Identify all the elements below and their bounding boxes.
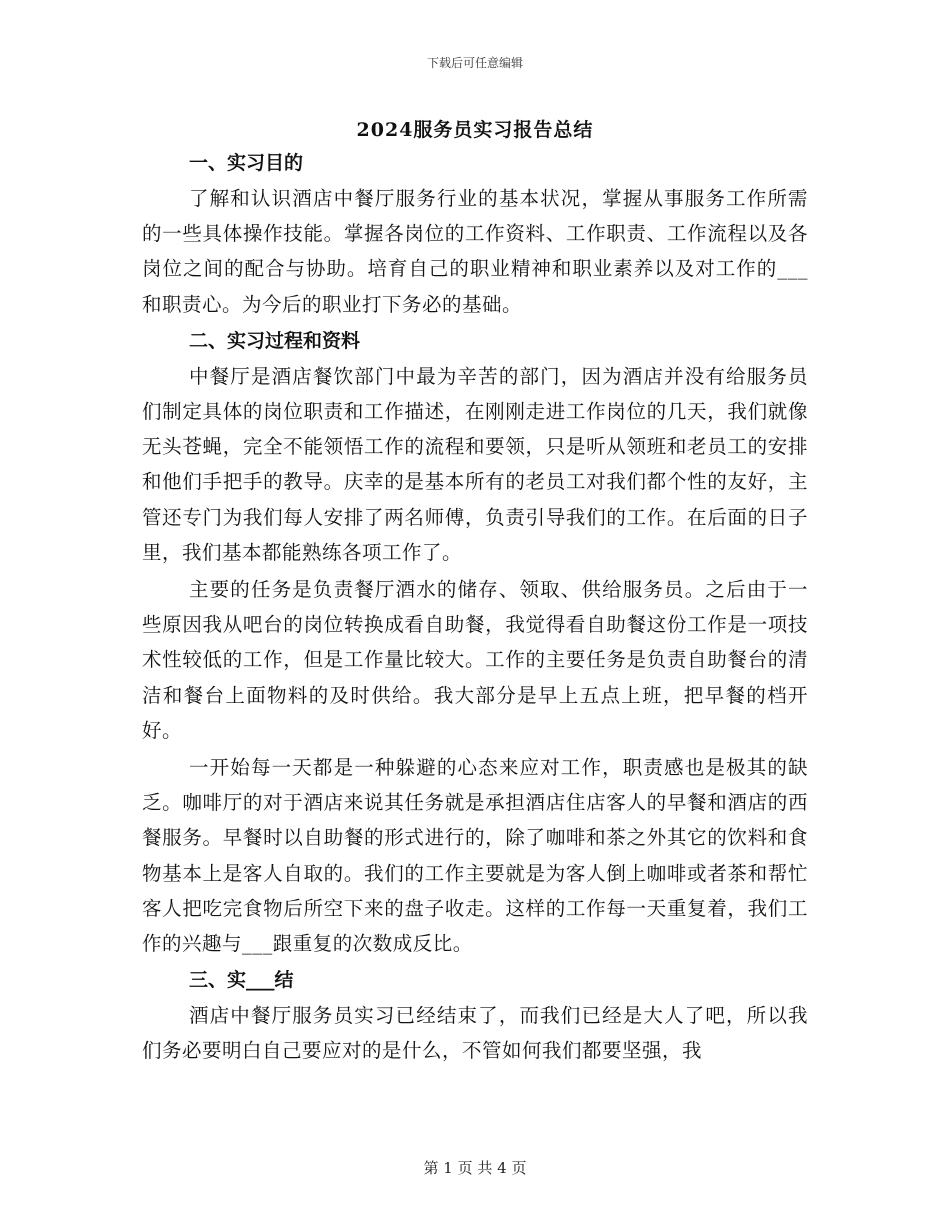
paragraph: 酒店中餐厅服务员实习已经结束了，而我们已经是大人了吧，所以我们务必要明白自己要应对的是什么，不管如何我们都要坚强，我 — [142, 1004, 808, 1063]
page-footer: 第 1 页 共 4 页 — [423, 1159, 527, 1177]
section-purpose — [142, 146, 808, 322]
document-body — [142, 146, 808, 1069]
document-title: 2024服务员实习报告总结 — [356, 119, 594, 141]
paragraph: 了解和认识酒店中餐厅服务行业的基本状况，掌握从事服务工作所需的一些具体操作技能。掌握各岗位的工作资料、工作职责、工作流程以及各岗位之间的配合与协助。培育自己的职业精神和职业素养以及对工作的___和职责心。为今后的职业打下务必的基础。 — [142, 187, 808, 316]
section-heading: 一、实习目的 — [189, 152, 304, 174]
section-process — [142, 324, 808, 961]
section-summary — [142, 963, 808, 1068]
paragraph: 主要的任务是负责餐厅酒水的储存、领取、供给服务员。之后由于一些原因我从吧台的岗位转换成看自助餐，我觉得看自助餐这份工作是一项技术性较低的工作，但是工作量比较大。工作的主要任务是负责自助餐台的清洁和餐台上面物料的及时供给。我大部分是早上五点上班，把早餐的档开好。 — [142, 578, 808, 742]
paragraph: 中餐厅是酒店餐饮部门中最为辛苦的部门，因为酒店并没有给服务员们制定具体的岗位职责和工作描述，在刚刚走进工作岗位的几天，我们就像无头苍蝇，完全不能领悟工作的流程和要领，只是听从领班和老员工的安排和他们手把手的教导。庆幸的是基本所有的老员工对我们都个性的友好，主管还专门为我们每人安排了两名师傅，负责引导我们的工作。在后面的日子里，我们基本都能熟练各项工作了。 — [142, 364, 808, 564]
paragraph: 一开始每一天都是一种躲避的心态来应对工作，职责感也是极其的缺乏。咖啡厅的对于酒店来说其任务就是承担酒店住店客人的早餐和酒店的西餐服务。早餐时以自助餐的形式进行的，除了咖啡和茶之外其它的饮料和食物基本上是客人自取的。我们的工作主要就是为客人倒上咖啡或者茶和帮忙客人把吃完食物后所空下来的盘子收走。这样的工作每一天重复着，我们工作的兴趣与___跟重复的次数成反比。 — [142, 756, 808, 956]
header-note: 下载后可任意编辑 — [426, 56, 523, 70]
section-heading: 二、实习过程和资料 — [189, 329, 361, 352]
section-heading: 三、实___结 — [189, 969, 294, 992]
